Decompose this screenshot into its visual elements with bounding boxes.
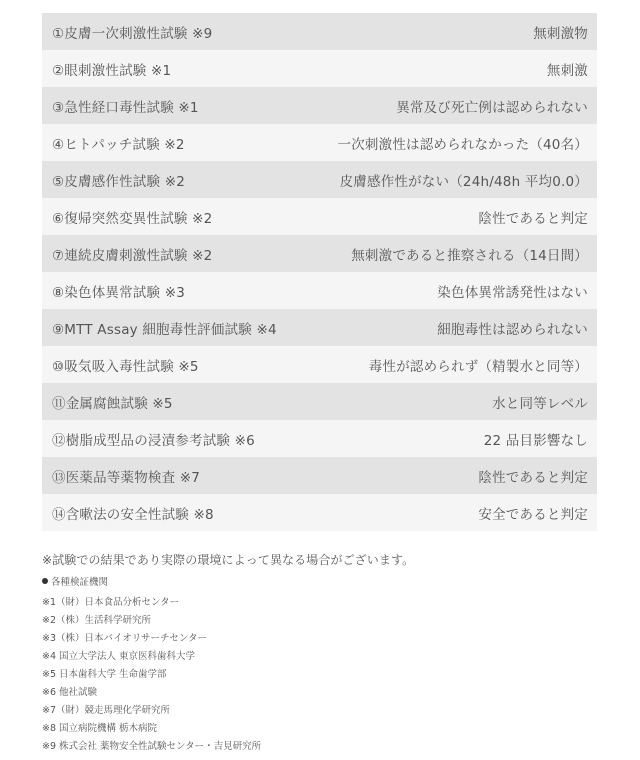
test-result: 無刺激物 [533, 25, 588, 42]
test-name: ⑤皮膚感作性試験 ※2 [52, 173, 185, 190]
table-row [42, 346, 597, 383]
table-row [42, 124, 597, 161]
test-result: 無刺激 [546, 62, 588, 79]
table-row [42, 272, 597, 309]
disclaimer-text: ※試験での結果であり実際の環境によって異なる場合がございます。 [42, 553, 415, 567]
test-name: ①皮膚一次刺激性試験 ※9 [52, 25, 213, 42]
institutions-heading [42, 574, 602, 588]
institution-item: ※7（財）競走馬理化学研究所 [42, 705, 171, 716]
test-name: ⑪金属腐蝕試験 ※5 [52, 395, 173, 412]
test-name: ⑥復帰突然変異性試験 ※2 [52, 210, 213, 227]
notes-section [42, 551, 602, 756]
test-name: ⑨MTT Assay 細胞毒性評価試験 ※4 [52, 321, 277, 338]
test-name: ⑦連続皮膚刺激性試験 ※2 [52, 247, 213, 264]
test-name: ⑬医薬品等薬物検査 ※7 [52, 469, 201, 486]
institution-item: ※2（株）生活科学研究所 [42, 615, 152, 626]
institution-item: ※8 国立病院機構 栃木病院 [42, 723, 158, 734]
institution-item: ※3（株）日本バイオリサーチセンター [42, 633, 207, 644]
institution-item: ※9 株式会社 薬物安全性試験センター・吉見研究所 [42, 741, 262, 752]
test-name: ⑫樹脂成型品の浸漬参考試験 ※6 [52, 432, 255, 449]
test-name: ⑧染色体異常試験 ※3 [52, 284, 185, 301]
table-row [42, 50, 597, 87]
test-result: 陰性であると判定 [478, 469, 588, 486]
test-name: ③急性経口毒性試験 ※1 [52, 99, 199, 116]
test-name: ⑭含嗽法の安全性試験 ※8 [52, 506, 214, 523]
test-result: 安全であると判定 [478, 506, 588, 523]
test-name: ④ヒトパッチ試験 ※2 [52, 136, 185, 153]
test-result: 22 品目影響なし [483, 432, 588, 449]
safety-test-table [42, 13, 597, 531]
test-result: 皮膚感作性がない（24h/48h 平均0.0） [339, 173, 588, 190]
test-name: ⑩吸気吸入毒性試験 ※5 [52, 358, 199, 375]
table-row [42, 420, 597, 457]
test-result: 水と同等レベル [492, 395, 588, 412]
table-row [42, 13, 597, 50]
bullet-icon [42, 578, 48, 584]
test-result: 細胞毒性は認められない [437, 321, 588, 338]
institution-item: ※1（財）日本食品分析センター [42, 597, 180, 608]
table-row [42, 87, 597, 124]
test-result: 毒性が認められず（精製水と同等） [368, 358, 588, 375]
institutions-heading-text: 各種検証機関 [51, 577, 109, 588]
institution-item: ※5 日本歯科大学 生命歯学部 [42, 669, 167, 680]
test-result: 無刺激であると推察される（14日間） [351, 247, 588, 264]
institution-item: ※6 他社試験 [42, 687, 98, 698]
test-result: 一次刺激性は認められなかった（40名） [337, 136, 588, 153]
table-row [42, 457, 597, 494]
table-row [42, 235, 597, 272]
table-row [42, 383, 597, 420]
table-row [42, 161, 597, 198]
test-name: ②眼刺激性試験 ※1 [52, 62, 172, 79]
table-row [42, 494, 597, 531]
table-row [42, 309, 597, 346]
test-result: 陰性であると判定 [478, 210, 588, 227]
table-row [42, 198, 597, 235]
test-result: 染色体異常誘発性はない [437, 284, 588, 301]
institution-item: ※4 国立大学法人 東京医科歯科大学 [42, 651, 196, 662]
test-result: 異常及び死亡例は認められない [396, 99, 588, 116]
